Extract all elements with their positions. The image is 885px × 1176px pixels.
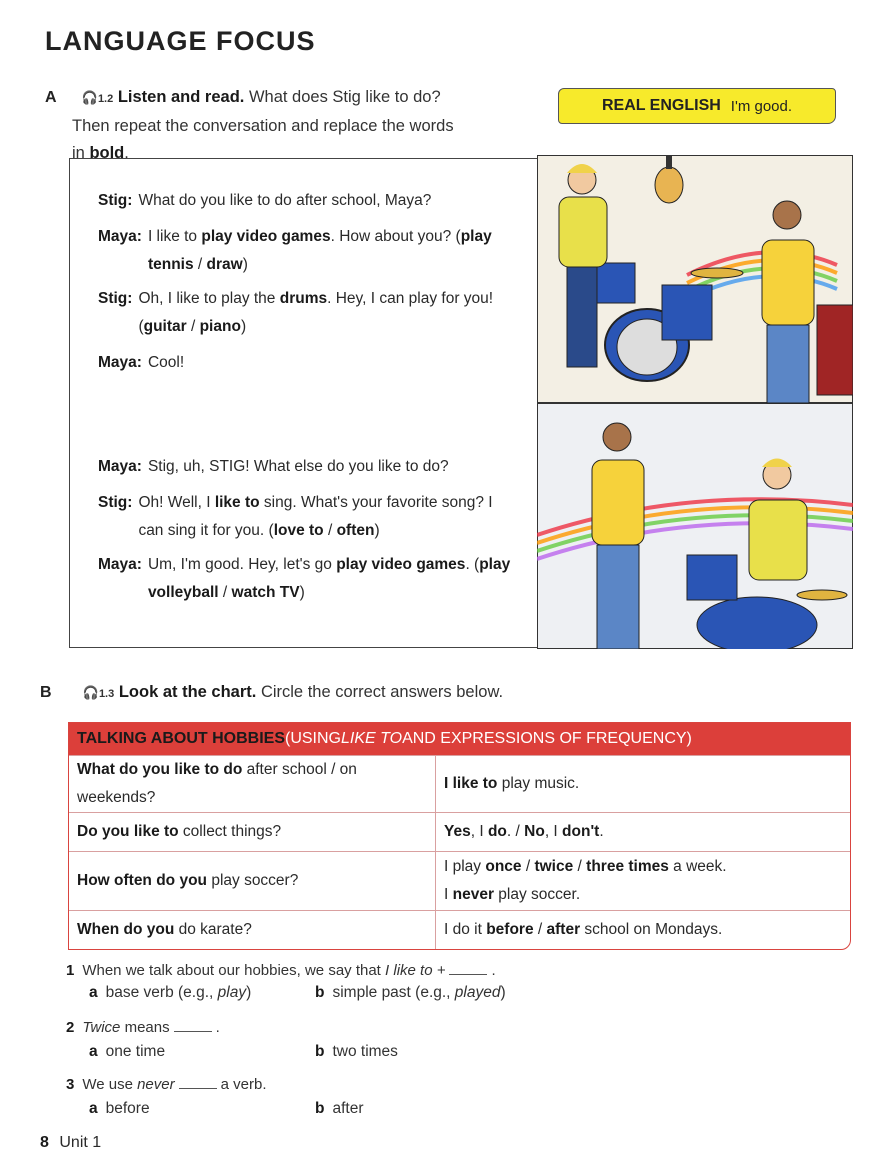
dialog-text — [148, 551, 518, 607]
instruction-text: . — [124, 144, 129, 162]
instruction-bold: Look at the chart. — [118, 683, 257, 701]
section-b-instruction — [40, 679, 503, 708]
text-segment: do — [487, 823, 507, 840]
option-label: b — [315, 1100, 325, 1117]
question-cell — [69, 813, 436, 851]
text-segment: play — [217, 984, 247, 1001]
text-segment: / — [533, 921, 547, 938]
text-segment: ) — [299, 584, 305, 601]
text-segment: Yes — [444, 823, 471, 840]
text-segment: don't — [562, 823, 600, 840]
text-segment: TALKING ABOUT HOBBIES — [77, 730, 285, 747]
question-item — [66, 1019, 220, 1036]
text-segment: ) — [246, 984, 252, 1001]
illustration-band-practice — [537, 155, 853, 649]
text-segment: I play — [444, 858, 486, 875]
text-segment: played — [454, 984, 501, 1001]
dialog-line — [98, 489, 518, 545]
dialog-text — [148, 453, 518, 481]
answer-line — [444, 916, 842, 944]
instruction-text: Then repeat the conversation and replace the words — [72, 117, 454, 135]
text-segment: / — [193, 256, 207, 273]
option-a[interactable] — [89, 984, 251, 1002]
instruction-text: What does Stig like to do? — [244, 88, 441, 106]
speaker-name: Maya: — [98, 458, 142, 475]
text-segment: ) — [500, 984, 506, 1001]
table-row — [69, 812, 850, 851]
question-italic: never — [137, 1076, 175, 1093]
speaker-name: Stig: — [98, 192, 133, 209]
text-segment: ) — [242, 256, 248, 273]
dialog-line — [98, 285, 518, 341]
text-segment: school on Mondays. — [580, 921, 723, 938]
instruction-text: Circle the correct answers below. — [256, 683, 504, 701]
text-segment: . How about you? — [330, 228, 456, 245]
page-number: 8 — [40, 1134, 49, 1151]
text-segment: play volleyball — [147, 556, 511, 601]
text-segment: never — [452, 886, 494, 903]
option-b[interactable] — [315, 1100, 363, 1118]
text-segment: Cool! — [147, 354, 185, 371]
section-a-instruction — [45, 84, 454, 167]
dialog-line — [98, 349, 518, 377]
speaker-name: Stig: — [98, 290, 133, 307]
table-row — [69, 910, 850, 949]
text-segment: Oh! Well, I — [138, 494, 215, 511]
question-text: When we talk about our hobbies, we say that — [82, 962, 386, 979]
section-letter: B — [40, 684, 52, 701]
text-segment: one time — [105, 1043, 166, 1060]
text-segment: sing. What's your favorite song? I can sing it for you. ( — [138, 494, 493, 539]
page-footer — [40, 1134, 101, 1152]
text-segment: simple past (e.g., — [332, 984, 455, 1001]
question-number: 1 — [66, 962, 75, 979]
conversation-box — [69, 158, 539, 648]
instruction-bold: Listen and read. — [117, 88, 245, 106]
text-segment: do karate? — [174, 921, 252, 938]
text-segment: Um, I'm good. Hey, let's go — [147, 556, 337, 573]
text-segment: often — [336, 522, 375, 539]
text-segment: / — [218, 584, 232, 601]
question-text: means — [120, 1019, 170, 1036]
text-segment: . — [599, 823, 604, 840]
option-b[interactable] — [315, 984, 506, 1002]
dialog-text — [138, 489, 518, 545]
text-segment: collect things? — [178, 823, 282, 840]
answer-cell — [436, 813, 850, 851]
speaker-name: Maya: — [98, 556, 142, 573]
text-segment: two times — [332, 1043, 398, 1060]
answer-cell — [436, 756, 850, 812]
question-item — [66, 962, 496, 979]
dialog-text — [138, 285, 518, 341]
dialog-text — [148, 349, 518, 377]
table-row — [69, 755, 850, 812]
text-segment: / — [186, 318, 200, 335]
question-text: We use — [82, 1076, 138, 1093]
option-label: a — [89, 1100, 98, 1117]
text-segment: What do you like to do after school, Maya? — [138, 192, 432, 209]
text-segment: / — [323, 522, 337, 539]
option-a[interactable] — [89, 1100, 150, 1118]
text-segment: once — [485, 858, 522, 875]
dialog-line — [98, 453, 518, 481]
audio-track[interactable]: 1.2 — [97, 93, 114, 105]
question-text — [77, 916, 252, 944]
text-segment: before — [486, 921, 534, 938]
section-letter: A — [45, 89, 57, 106]
option-label: b — [315, 1043, 325, 1060]
text-segment: . Hey, I can play for you! ( — [138, 290, 494, 335]
text-segment: piano — [199, 318, 241, 335]
real-english-heading: REAL ENGLISH — [601, 97, 721, 114]
option-b[interactable] — [315, 1043, 398, 1061]
answer-blank[interactable] — [449, 974, 487, 975]
text-segment: after — [332, 1100, 364, 1117]
question-text — [77, 818, 281, 846]
dialog-text — [138, 187, 518, 215]
text-segment: drums — [279, 290, 328, 307]
table-row — [69, 851, 850, 910]
text-segment: base verb (e.g., — [105, 984, 218, 1001]
text-segment: play soccer. — [494, 886, 581, 903]
speaker-name: Stig: — [98, 494, 133, 511]
speaker-name: Maya: — [98, 228, 142, 245]
unit-label: Unit 1 — [59, 1134, 102, 1151]
answer-line — [444, 853, 842, 881]
question-cell — [69, 852, 436, 910]
text-segment: twice — [534, 858, 574, 875]
instruction-text: in — [72, 144, 90, 162]
question-cell — [69, 911, 436, 949]
dialog-line — [98, 187, 518, 215]
table-header — [69, 723, 850, 755]
speaker-name: Maya: — [98, 354, 142, 371]
text-segment: I like to — [444, 775, 498, 792]
question-cell — [69, 756, 436, 812]
text-segment: play soccer? — [207, 872, 299, 889]
text-segment: watch TV — [231, 584, 300, 601]
instruction-bold: bold — [89, 144, 125, 162]
text-segment: ) — [374, 522, 380, 539]
answer-line — [444, 770, 842, 798]
text-segment: play tennis — [147, 228, 492, 273]
answer-line — [444, 881, 842, 909]
text-segment: Stig, uh, STIG! What else do you like to do? — [147, 458, 449, 475]
text-segment: I do it — [444, 921, 487, 938]
text-segment: guitar — [143, 318, 187, 335]
dialog-text — [148, 223, 518, 279]
option-label: a — [89, 1043, 98, 1060]
text-segment: play video games — [201, 228, 331, 245]
question-text: . — [491, 962, 496, 979]
text-segment: , I — [544, 823, 563, 840]
text-segment: . ( — [465, 556, 480, 573]
text-segment: after school / on weekends? — [77, 761, 357, 806]
text-segment: play music. — [497, 775, 580, 792]
answer-blank[interactable] — [179, 1088, 217, 1089]
text-segment: I — [444, 886, 453, 903]
text-segment: draw — [206, 256, 243, 273]
answer-blank[interactable] — [174, 1031, 212, 1032]
text-segment: after — [546, 921, 581, 938]
text-segment: , I — [470, 823, 488, 840]
text-segment: (USING — [285, 730, 341, 747]
text-segment: ( — [455, 228, 461, 245]
text-segment: a week. — [668, 858, 727, 875]
headphones-icon: 🎧 — [81, 90, 98, 105]
text-segment: Do you like to — [77, 823, 179, 840]
option-a[interactable] — [89, 1043, 165, 1061]
real-english-phrase: I'm good. — [730, 97, 793, 115]
text-segment: love to — [273, 522, 324, 539]
answer-line — [444, 818, 842, 846]
text-segment: AND EXPRESSIONS OF FREQUENCY) — [402, 730, 692, 747]
dialog-line — [98, 551, 518, 607]
answer-cell — [436, 852, 850, 910]
text-segment: / — [521, 858, 535, 875]
question-item — [66, 1076, 266, 1093]
text-segment: like to — [214, 494, 260, 511]
text-segment: ) — [240, 318, 247, 335]
question-text — [77, 756, 427, 812]
text-segment: three times — [586, 858, 669, 875]
text-segment: LIKE TO — [341, 730, 403, 747]
text-segment: play video games — [336, 556, 466, 573]
question-text: a verb. — [220, 1076, 267, 1093]
hobbies-grammar-table — [68, 722, 851, 950]
text-segment: / — [573, 858, 587, 875]
option-label: a — [89, 984, 98, 1001]
answer-cell — [436, 911, 850, 949]
question-italic: Twice — [82, 1019, 121, 1036]
real-english-box — [558, 88, 836, 124]
text-segment: No — [524, 823, 545, 840]
question-number: 2 — [66, 1019, 75, 1036]
question-italic: I like to + — [385, 962, 446, 979]
dialog-line — [98, 223, 518, 279]
text-segment: When do you — [77, 921, 175, 938]
text-segment: What do you like to do — [77, 761, 243, 778]
option-label: b — [315, 984, 325, 1001]
text-segment: before — [105, 1100, 150, 1117]
question-text: . — [215, 1019, 220, 1036]
text-segment: I like to — [147, 228, 202, 245]
headphones-icon: 🎧 — [82, 685, 99, 700]
text-segment: How often do you — [77, 872, 208, 889]
text-segment: . / — [506, 823, 525, 840]
question-number: 3 — [66, 1076, 75, 1093]
audio-track[interactable]: 1.3 — [98, 688, 115, 700]
text-segment: Oh, I like to play the — [138, 290, 280, 307]
page-title: LANGUAGE FOCUS — [45, 26, 316, 56]
question-text — [77, 867, 298, 895]
